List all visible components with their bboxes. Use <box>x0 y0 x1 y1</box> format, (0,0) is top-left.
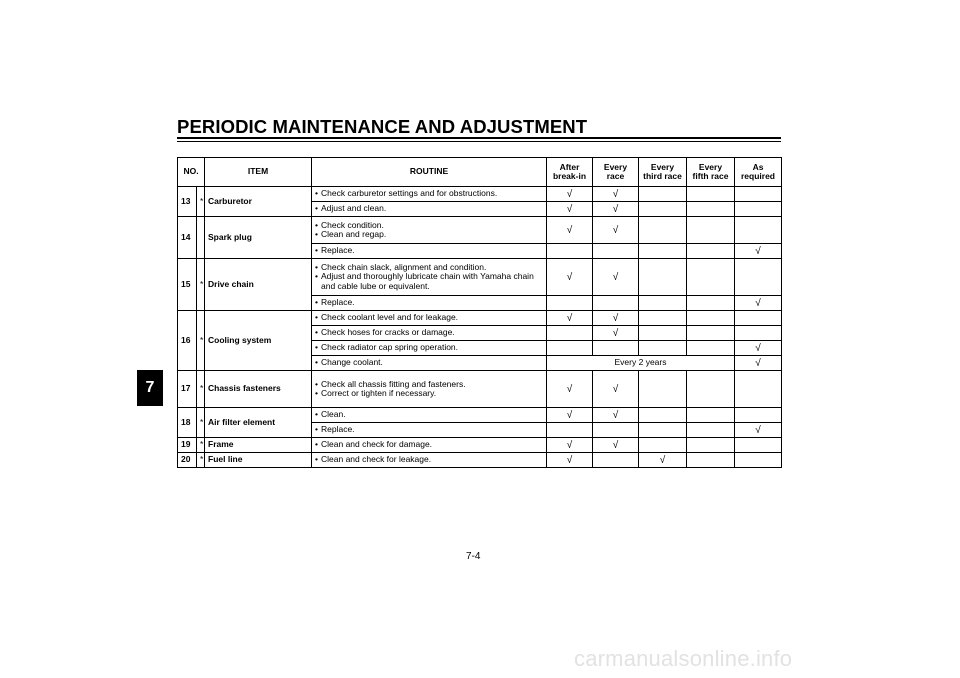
check-mark-every-fifth-race <box>687 217 735 244</box>
routine-step: • Clean and check for damage. <box>315 440 543 449</box>
check-mark-every-fifth-race <box>687 244 735 259</box>
routine-cell <box>312 187 547 202</box>
routine-step: • Change coolant. <box>315 358 543 367</box>
item-number: 15 <box>178 259 197 311</box>
check-mark-every-race <box>593 423 639 438</box>
check-mark-as-required: √ <box>735 296 782 311</box>
routine-step: • Check radiator cap spring operation. <box>315 343 543 352</box>
item-asterisk: * <box>197 453 205 468</box>
routine-step: • Check all chassis fitting and fasteners. <box>315 380 543 389</box>
item-number: 19 <box>178 438 197 453</box>
check-mark-every-race: √ <box>593 187 639 202</box>
check-mark-after-break-in <box>547 296 593 311</box>
title-rule-thin <box>177 141 781 142</box>
table-row <box>178 408 782 423</box>
check-mark-every-race <box>593 341 639 356</box>
check-mark-every-third-race <box>639 217 687 244</box>
item-asterisk <box>197 217 205 259</box>
check-mark-every-fifth-race <box>687 311 735 326</box>
item-name: Carburetor <box>205 187 312 217</box>
item-asterisk: * <box>197 259 205 311</box>
page-number: 7-4 <box>466 551 481 562</box>
check-mark-every-third-race <box>639 408 687 423</box>
table-row <box>178 259 782 296</box>
check-mark-every-third-race <box>639 259 687 296</box>
check-mark-after-break-in: √ <box>547 453 593 468</box>
routine-cell <box>312 259 547 296</box>
item-number: 20 <box>178 453 197 468</box>
routine-cell <box>312 296 547 311</box>
check-mark-every-fifth-race <box>687 423 735 438</box>
routine-step: • Replace. <box>315 246 543 255</box>
item-name: Air filter element <box>205 408 312 438</box>
routine-step: • Clean and check for leakage. <box>315 455 543 464</box>
routine-step: • Replace. <box>315 298 543 307</box>
routine-step: • Clean and regap. <box>315 230 543 239</box>
item-name: Fuel line <box>205 453 312 468</box>
item-name: Spark plug <box>205 217 312 259</box>
check-mark-every-race: √ <box>593 259 639 296</box>
routine-cell <box>312 311 547 326</box>
routine-cell <box>312 341 547 356</box>
check-mark-after-break-in: √ <box>547 187 593 202</box>
header-every-race: Every race <box>593 158 639 187</box>
check-mark-as-required: √ <box>735 423 782 438</box>
item-number: 17 <box>178 371 197 408</box>
check-mark-every-fifth-race <box>687 341 735 356</box>
routine-step: • Check chain slack, alignment and condition. <box>315 263 543 272</box>
routine-step: • Adjust and thoroughly lubricate chain with Yamaha chain and cable lube or equivalent. <box>315 272 543 291</box>
check-mark-every-third-race <box>639 296 687 311</box>
item-number: 13 <box>178 187 197 217</box>
check-mark-every-fifth-race <box>687 326 735 341</box>
check-mark-after-break-in: √ <box>547 202 593 217</box>
check-mark-as-required <box>735 438 782 453</box>
check-mark-as-required: √ <box>735 244 782 259</box>
check-mark-every-race <box>593 244 639 259</box>
table-row <box>178 453 782 468</box>
header-after-break-in: After break-in <box>547 158 593 187</box>
routine-step: • Check carburetor settings and for obstructions. <box>315 189 543 198</box>
check-mark-after-break-in <box>547 423 593 438</box>
check-mark-as-required: √ <box>735 356 782 371</box>
check-mark-every-race <box>593 453 639 468</box>
check-mark-every-third-race <box>639 326 687 341</box>
check-mark-after-break-in <box>547 341 593 356</box>
item-asterisk: * <box>197 187 205 217</box>
check-mark-every-fifth-race <box>687 438 735 453</box>
item-number: 14 <box>178 217 197 259</box>
check-mark-every-third-race <box>639 341 687 356</box>
table-header-row <box>178 158 782 187</box>
table-body <box>178 187 782 468</box>
check-mark-every-race: √ <box>593 311 639 326</box>
routine-cell <box>312 408 547 423</box>
routine-step: • Check condition. <box>315 221 543 230</box>
interval-text: Every 2 years <box>547 356 735 371</box>
check-mark-every-race: √ <box>593 217 639 244</box>
check-mark-after-break-in: √ <box>547 259 593 296</box>
routine-cell <box>312 202 547 217</box>
check-mark-every-race: √ <box>593 408 639 423</box>
item-asterisk: * <box>197 408 205 438</box>
page-title: PERIODIC MAINTENANCE AND ADJUSTMENT <box>177 116 588 137</box>
routine-cell <box>312 423 547 438</box>
header-routine: ROUTINE <box>312 158 547 187</box>
routine-cell <box>312 244 547 259</box>
check-mark-after-break-in: √ <box>547 408 593 423</box>
check-mark-as-required <box>735 311 782 326</box>
chapter-tab: 7 <box>137 370 163 406</box>
check-mark-every-third-race <box>639 187 687 202</box>
check-mark-after-break-in <box>547 326 593 341</box>
table-row <box>178 438 782 453</box>
routine-cell <box>312 453 547 468</box>
maintenance-table <box>177 157 782 468</box>
routine-step: • Clean. <box>315 410 543 419</box>
check-mark-every-race: √ <box>593 371 639 408</box>
routine-cell <box>312 326 547 341</box>
item-name: Chassis fasteners <box>205 371 312 408</box>
item-name: Drive chain <box>205 259 312 311</box>
check-mark-as-required <box>735 187 782 202</box>
item-number: 16 <box>178 311 197 371</box>
routine-step: • Adjust and clean. <box>315 204 543 213</box>
check-mark-as-required <box>735 453 782 468</box>
check-mark-every-third-race <box>639 311 687 326</box>
check-mark-as-required <box>735 326 782 341</box>
check-mark-every-fifth-race <box>687 202 735 217</box>
item-asterisk: * <box>197 438 205 453</box>
check-mark-every-third-race <box>639 244 687 259</box>
check-mark-every-third-race <box>639 202 687 217</box>
routine-cell <box>312 438 547 453</box>
check-mark-every-fifth-race <box>687 371 735 408</box>
table-row <box>178 187 782 202</box>
check-mark-every-third-race <box>639 423 687 438</box>
item-asterisk: * <box>197 311 205 371</box>
check-mark-as-required <box>735 202 782 217</box>
routine-cell <box>312 371 547 408</box>
check-mark-every-fifth-race <box>687 408 735 423</box>
check-mark-every-third-race <box>639 371 687 408</box>
table-row <box>178 371 782 408</box>
title-rule <box>177 137 781 139</box>
check-mark-every-third-race: √ <box>639 453 687 468</box>
item-name: Frame <box>205 438 312 453</box>
header-no: NO. <box>178 158 205 187</box>
routine-cell <box>312 356 547 371</box>
routine-step: • Check hoses for cracks or damage. <box>315 328 543 337</box>
check-mark-every-fifth-race <box>687 259 735 296</box>
check-mark-every-race: √ <box>593 438 639 453</box>
check-mark-as-required: √ <box>735 341 782 356</box>
check-mark-after-break-in: √ <box>547 311 593 326</box>
check-mark-after-break-in: √ <box>547 371 593 408</box>
item-number: 18 <box>178 408 197 438</box>
check-mark-after-break-in <box>547 244 593 259</box>
routine-step: • Correct or tighten if necessary. <box>315 389 543 398</box>
routine-step: • Replace. <box>315 425 543 434</box>
check-mark-as-required <box>735 259 782 296</box>
check-mark-after-break-in: √ <box>547 217 593 244</box>
routine-step: • Check coolant level and for leakage. <box>315 313 543 322</box>
check-mark-every-race <box>593 296 639 311</box>
item-name: Cooling system <box>205 311 312 371</box>
item-asterisk: * <box>197 371 205 408</box>
header-as-required: As required <box>735 158 782 187</box>
header-item: ITEM <box>205 158 312 187</box>
watermark: carmanualsonline.info <box>574 646 793 671</box>
check-mark-every-race: √ <box>593 326 639 341</box>
check-mark-every-race: √ <box>593 202 639 217</box>
header-every-fifth-race: Every fifth race <box>687 158 735 187</box>
check-mark-after-break-in: √ <box>547 438 593 453</box>
check-mark-every-third-race <box>639 438 687 453</box>
header-every-third-race: Every third race <box>639 158 687 187</box>
check-mark-every-fifth-race <box>687 187 735 202</box>
table-row <box>178 311 782 326</box>
check-mark-every-fifth-race <box>687 296 735 311</box>
check-mark-as-required <box>735 408 782 423</box>
check-mark-every-fifth-race <box>687 453 735 468</box>
check-mark-as-required <box>735 217 782 244</box>
check-mark-as-required <box>735 371 782 408</box>
table-row <box>178 217 782 244</box>
routine-cell <box>312 217 547 244</box>
